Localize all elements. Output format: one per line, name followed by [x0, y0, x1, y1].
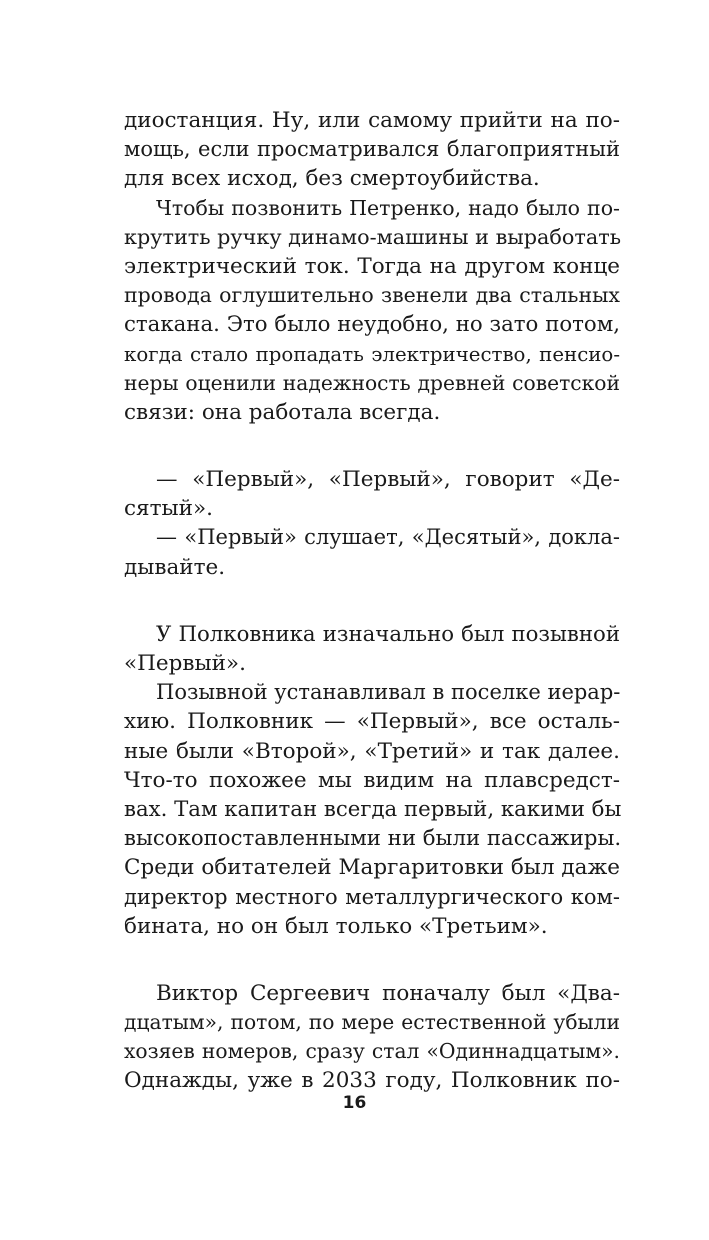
text-line: бината, но он был только «Третьим». [124, 913, 548, 939]
text-line: хию. Полковник — «Первый», все осталь- [124, 709, 620, 735]
text-line: Однажды, уже в 2033 году, Полковник по- [124, 1068, 620, 1094]
text-line: диостанция. Ну, или самому прийти на по- [124, 108, 620, 133]
page-number: 16 [342, 1093, 367, 1113]
text-line: высокопоставленными ни были пассажиры. [124, 826, 622, 852]
text-line: У Полковника изначально был позывной [156, 621, 620, 647]
text-line: крутить ручку динамо-машины и выработать [124, 224, 622, 249]
text-line: директор местного металлургического ком- [124, 884, 620, 909]
section-gap [124, 582, 620, 620]
dialog-line [124, 465, 620, 523]
text-line: сятый». [124, 496, 213, 522]
text-line: Среди обитателей Маргаритовки был даже [124, 855, 620, 881]
text-line: — «Первый» слушает, «Десятый», докла- [156, 525, 620, 550]
text-line: «Первый». [124, 651, 246, 676]
text-line: неры оценили надежность древней советской [124, 370, 620, 395]
text-line: дцатым», потом, по мере естественной убыли [124, 1010, 620, 1035]
paragraph [124, 106, 620, 194]
text-line: дывайте. [124, 554, 226, 580]
text-line: Виктор Сергеевич поначалу был «Два- [156, 980, 620, 1006]
section-gap [124, 941, 620, 979]
text-line: провода оглушительно звенели два стальных [124, 283, 620, 308]
text-line: стакана. Это было неудобно, но зато потом, [124, 312, 620, 338]
text-line: Чтобы позвонить Петренко, надо было по- [156, 195, 620, 220]
paragraph [124, 979, 620, 1096]
paragraph [124, 194, 620, 428]
text-line: — «Первый», «Первый», говорит «Де- [156, 467, 620, 493]
text-line: электрический ток. Тогда на другом конце [124, 253, 620, 279]
text-line: когда стало пропадать электричество, пенсио- [124, 342, 620, 366]
dialog-line [124, 523, 620, 581]
section-gap [124, 427, 620, 465]
paragraph [124, 678, 620, 941]
text-line: связи: она работала всегда. [124, 399, 441, 425]
text-line: мощь, если просматривался благоприятный [124, 137, 620, 162]
text-line: Что-то похожее мы видим на плавсредст- [124, 767, 620, 793]
paragraph [124, 620, 620, 678]
text-line: для всех исход, без смертоубийства. [124, 166, 540, 192]
text-line: хозяев номеров, сразу стал «Одиннадцатым». [124, 1039, 620, 1064]
page-text [124, 106, 620, 1096]
text-line: ные были «Второй», «Третий» и так далее. [124, 738, 620, 764]
text-line: Позывной устанавливал в поселке иерар- [156, 680, 621, 705]
text-line: вах. Там капитан всегда первый, какими бы [124, 796, 622, 822]
